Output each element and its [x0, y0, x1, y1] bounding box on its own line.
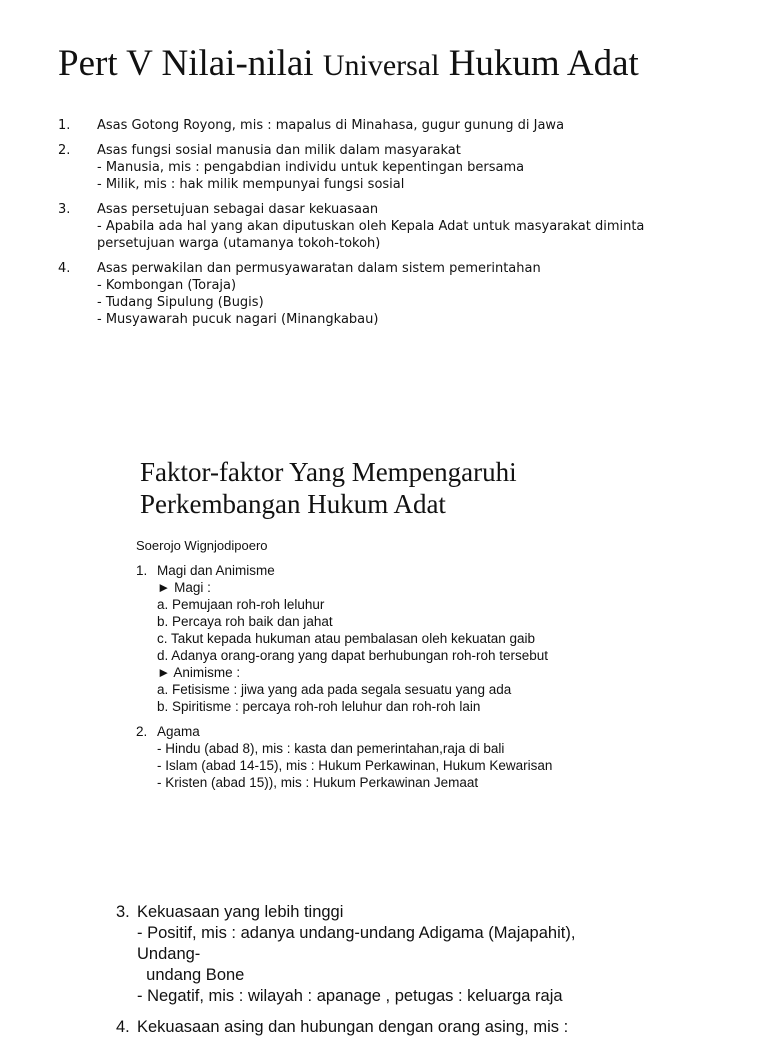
item-line: - Kombongan (Toraja)	[97, 278, 237, 293]
list-item	[58, 201, 698, 252]
item-line: Undang-	[137, 945, 201, 963]
item-number: 3.	[58, 202, 71, 217]
item-line: - Milik, mis : hak milik mempunyai fungsi sosial	[97, 177, 405, 192]
item-line: undang Bone	[137, 966, 245, 984]
list-item	[116, 1017, 636, 1038]
item-line: Kekuasaan yang lebih tinggi	[137, 903, 344, 921]
item-line: Kekuasaan asing dan hubungan dengan orang asing, mis :	[137, 1018, 569, 1036]
item-line: a. Fetisisme : jiwa yang ada pada segala sesuatu yang ada	[157, 682, 512, 697]
slide2-list	[136, 562, 736, 799]
item-line: Asas fungsi sosial manusia dan milik dalam masyarakat	[97, 143, 461, 158]
item-line: - Musyawarah pucuk nagari (Minangkabau)	[97, 312, 379, 327]
item-line: Asas perwakilan dan permusyawaratan dalam sistem pemerintahan	[97, 261, 541, 276]
item-line: - Negatif, mis : wilayah : apanage , petugas : keluarga raja	[137, 987, 563, 1005]
title-part-a: Pert V Nilai-nilai	[58, 43, 314, 84]
list-item	[58, 260, 698, 328]
list-item	[136, 562, 736, 715]
item-line: - Tudang Sipulung (Bugis)	[97, 295, 264, 310]
item-line: - Hindu (abad 8), mis : kasta dan pemerintahan,raja di bali	[157, 741, 505, 756]
author-name: Soerojo Wignjodipoero	[136, 538, 268, 553]
title-line: Faktor-faktor Yang Mempengaruhi	[140, 457, 517, 487]
item-line: - Apabila ada hal yang akan diputuskan oleh Kepala Adat untuk masyarakat diminta	[97, 219, 645, 234]
list-item	[58, 117, 698, 134]
item-line: Magi dan Animisme	[157, 563, 275, 578]
item-line: Agama	[157, 724, 200, 739]
item-line: - Positif, mis : adanya undang-undang Adigama (Majapahit),	[137, 924, 576, 942]
slide-faktor-lanjutan	[0, 880, 768, 1036]
item-line: b. Percaya roh baik dan jahat	[157, 614, 333, 629]
slide1-list	[58, 117, 698, 336]
item-line: ► Animisme :	[157, 665, 241, 680]
item-line: - Manusia, mis : pengabdian individu untuk kepentingan bersama	[97, 160, 525, 175]
list-item	[136, 723, 736, 791]
item-number: 2.	[136, 724, 148, 739]
item-number: 4.	[58, 261, 71, 276]
item-line: persetujuan warga (utamanya tokoh-tokoh)	[97, 236, 381, 251]
list-item	[116, 902, 636, 1007]
item-line: c. Takut kepada hukuman atau pembalasan oleh kekuatan gaib	[157, 631, 536, 646]
slide-nilai-universal	[0, 0, 768, 400]
item-line: - Islam (abad 14-15), mis : Hukum Perkawinan, Hukum Kewarisan	[157, 758, 553, 773]
item-number: 4.	[116, 1018, 130, 1036]
item-number: 1.	[58, 118, 71, 133]
item-number: 1.	[136, 563, 148, 578]
item-line: a. Pemujaan roh-roh leluhur	[157, 597, 325, 612]
title-line: Perkembangan Hukum Adat	[140, 489, 446, 519]
slide2-title	[140, 456, 700, 520]
item-line: b. Spiritisme : percaya roh-roh leluhur dan roh-roh lain	[157, 699, 481, 714]
item-number: 3.	[116, 903, 130, 921]
title-part-c: Hukum Adat	[448, 43, 639, 84]
title-part-b: Universal	[322, 49, 440, 82]
slide3-list	[116, 902, 636, 1048]
item-number: 2.	[58, 143, 71, 158]
item-line: Asas Gotong Royong, mis : mapalus di Minahasa, gugur gunung di Jawa	[97, 118, 565, 133]
slide-faktor-faktor	[0, 420, 768, 820]
item-line: d. Adanya orang-orang yang dapat berhubungan roh-roh tersebut	[157, 648, 549, 663]
item-line: ► Magi :	[157, 580, 211, 595]
slide1-title	[58, 42, 639, 88]
item-line: - Kristen (abad 15)), mis : Hukum Perkawinan Jemaat	[157, 775, 479, 790]
list-item	[58, 142, 698, 193]
item-line: Asas persetujuan sebagai dasar kekuasaan	[97, 202, 379, 217]
